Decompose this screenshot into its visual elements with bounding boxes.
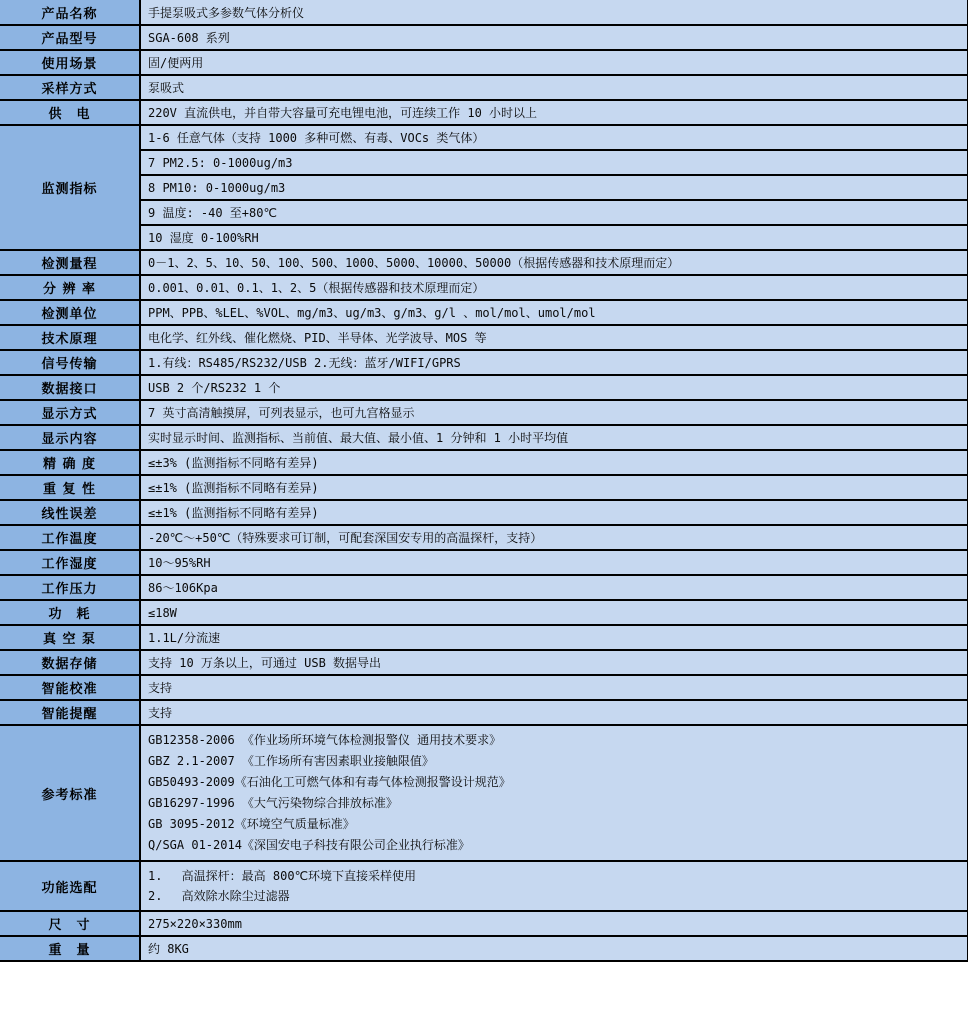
row-label: 数据接口 — [0, 375, 140, 400]
row-label: 尺 寸 — [0, 911, 140, 936]
spec-row — [0, 75, 968, 100]
row-label: 重 量 — [0, 936, 140, 961]
row-label: 功 耗 — [0, 600, 140, 625]
row-label: 真 空 泵 — [0, 625, 140, 650]
standards-cell — [140, 725, 968, 861]
standard-line: GB12358-2006 《作业场所环境气体检测报警仪 通用技术要求》 — [148, 733, 502, 747]
monitoring-item: 10 湿度 0-100%RH — [140, 225, 968, 250]
row-label: 参考标准 — [0, 725, 140, 861]
monitoring-item: 8 PM10: 0-1000ug/m3 — [140, 175, 968, 200]
row-label: 工作压力 — [0, 575, 140, 600]
row-value: PPM、PPB、%LEL、%VOL、mg/m3、ug/m3、g/m3、g/l 、mol/mol、umol/mol — [140, 300, 968, 325]
option-line: 1. 高温探杆：最高 800℃环境下直接采样使用 — [148, 869, 417, 883]
monitoring-item: 9 温度: -40 至+80℃ — [140, 200, 968, 225]
row-label: 产品名称 — [0, 0, 140, 25]
row-label: 显示方式 — [0, 400, 140, 425]
row-label: 重 复 性 — [0, 475, 140, 500]
spec-row — [0, 575, 968, 600]
row-value: 7 英寸高清触摸屏，可列表显示，也可九宫格显示 — [140, 400, 968, 425]
spec-row-standards — [0, 725, 968, 861]
monitoring-item: 7 PM2.5: 0-1000ug/m3 — [140, 150, 968, 175]
spec-row — [0, 275, 968, 300]
row-label: 数据存储 — [0, 650, 140, 675]
spec-row — [0, 300, 968, 325]
spec-row — [0, 50, 968, 75]
row-value: 支持 10 万条以上，可通过 USB 数据导出 — [140, 650, 968, 675]
spec-row-monitoring — [0, 175, 968, 200]
row-value: 220V 直流供电，并自带大容量可充电锂电池，可连续工作 10 小时以上 — [140, 100, 968, 125]
row-value: 泵吸式 — [140, 75, 968, 100]
row-value: 0－1、2、5、10、50、100、500、1000、5000、10000、50000（根据传感器和技术原理而定） — [140, 250, 968, 275]
row-label: 使用场景 — [0, 50, 140, 75]
spec-row — [0, 650, 968, 675]
row-label: 监测指标 — [0, 125, 140, 250]
row-value: 固/便两用 — [140, 50, 968, 75]
spec-row — [0, 25, 968, 50]
spec-row — [0, 450, 968, 475]
row-label: 功能选配 — [0, 861, 140, 911]
row-value: 0.001、0.01、0.1、1、2、5（根据传感器和技术原理而定） — [140, 275, 968, 300]
spec-row — [0, 550, 968, 575]
row-value: -20℃～+50℃（特殊要求可订制，可配套深国安专用的高温探杆，支持） — [140, 525, 968, 550]
standard-line: GBZ 2.1-2007 《工作场所有害因素职业接触限值》 — [148, 754, 434, 768]
spec-row — [0, 350, 968, 375]
spec-row — [0, 700, 968, 725]
row-label: 智能提醒 — [0, 700, 140, 725]
row-value: 实时显示时间、监测指标、当前值、最大值、最小值、1 分钟和 1 小时平均值 — [140, 425, 968, 450]
row-label: 产品型号 — [0, 25, 140, 50]
spec-row — [0, 675, 968, 700]
standard-line: Q/SGA 01-2014《深国安电子科技有限公司企业执行标准》 — [148, 838, 470, 852]
row-label: 智能校准 — [0, 675, 140, 700]
spec-row — [0, 0, 968, 25]
spec-row-monitoring — [0, 225, 968, 250]
row-value: USB 2 个/RS232 1 个 — [140, 375, 968, 400]
standard-line: GB 3095-2012《环境空气质量标准》 — [148, 817, 355, 831]
row-value: ≤±3% (监测指标不同略有差异) — [140, 450, 968, 475]
spec-row — [0, 911, 968, 936]
row-value: 手提泵吸式多参数气体分析仪 — [140, 0, 968, 25]
row-label: 检测单位 — [0, 300, 140, 325]
row-value: 275×220×330mm — [140, 911, 968, 936]
row-label: 分 辨 率 — [0, 275, 140, 300]
spec-row-monitoring — [0, 125, 968, 150]
row-value: ≤18W — [140, 600, 968, 625]
spec-row — [0, 425, 968, 450]
row-value: 约 8KG — [140, 936, 968, 961]
row-value: SGA-608 系列 — [140, 25, 968, 50]
row-label: 精 确 度 — [0, 450, 140, 475]
spec-row — [0, 250, 968, 275]
row-value: ≤±1% (监测指标不同略有差异) — [140, 500, 968, 525]
spec-row — [0, 325, 968, 350]
standard-line: GB16297-1996 《大气污染物综合排放标准》 — [148, 796, 398, 810]
row-label: 工作温度 — [0, 525, 140, 550]
row-value: 1.1L/分流速 — [140, 625, 968, 650]
row-value: 支持 — [140, 675, 968, 700]
spec-row-monitoring — [0, 200, 968, 225]
spec-row — [0, 500, 968, 525]
spec-row — [0, 475, 968, 500]
spec-row — [0, 100, 968, 125]
row-label: 信号传输 — [0, 350, 140, 375]
row-value: 1.有线：RS485/RS232/USB 2.无线：蓝牙/WIFI/GPRS — [140, 350, 968, 375]
row-value: 支持 — [140, 700, 968, 725]
spec-row-options — [0, 861, 968, 911]
spec-row — [0, 375, 968, 400]
spec-row-monitoring — [0, 150, 968, 175]
spec-row — [0, 400, 968, 425]
option-line: 2. 高效除水除尘过滤器 — [148, 889, 290, 903]
row-label: 检测量程 — [0, 250, 140, 275]
options-cell — [140, 861, 968, 911]
monitoring-item: 1-6 任意气体（支持 1000 多种可燃、有毒、VOCs 类气体） — [140, 125, 968, 150]
standard-line: GB50493-2009《石油化工可燃气体和有毒气体检测报警设计规范》 — [148, 775, 511, 789]
row-value: 电化学、红外线、催化燃烧、PID、半导体、光学波导、MOS 等 — [140, 325, 968, 350]
row-label: 采样方式 — [0, 75, 140, 100]
row-label: 供 电 — [0, 100, 140, 125]
row-value: ≤±1% (监测指标不同略有差异) — [140, 475, 968, 500]
spec-row — [0, 525, 968, 550]
row-value: 10～95%RH — [140, 550, 968, 575]
row-label: 技术原理 — [0, 325, 140, 350]
row-label: 工作湿度 — [0, 550, 140, 575]
spec-row — [0, 600, 968, 625]
spec-row — [0, 625, 968, 650]
spec-row — [0, 936, 968, 961]
row-label: 显示内容 — [0, 425, 140, 450]
row-value: 86～106Kpa — [140, 575, 968, 600]
row-label: 线性误差 — [0, 500, 140, 525]
